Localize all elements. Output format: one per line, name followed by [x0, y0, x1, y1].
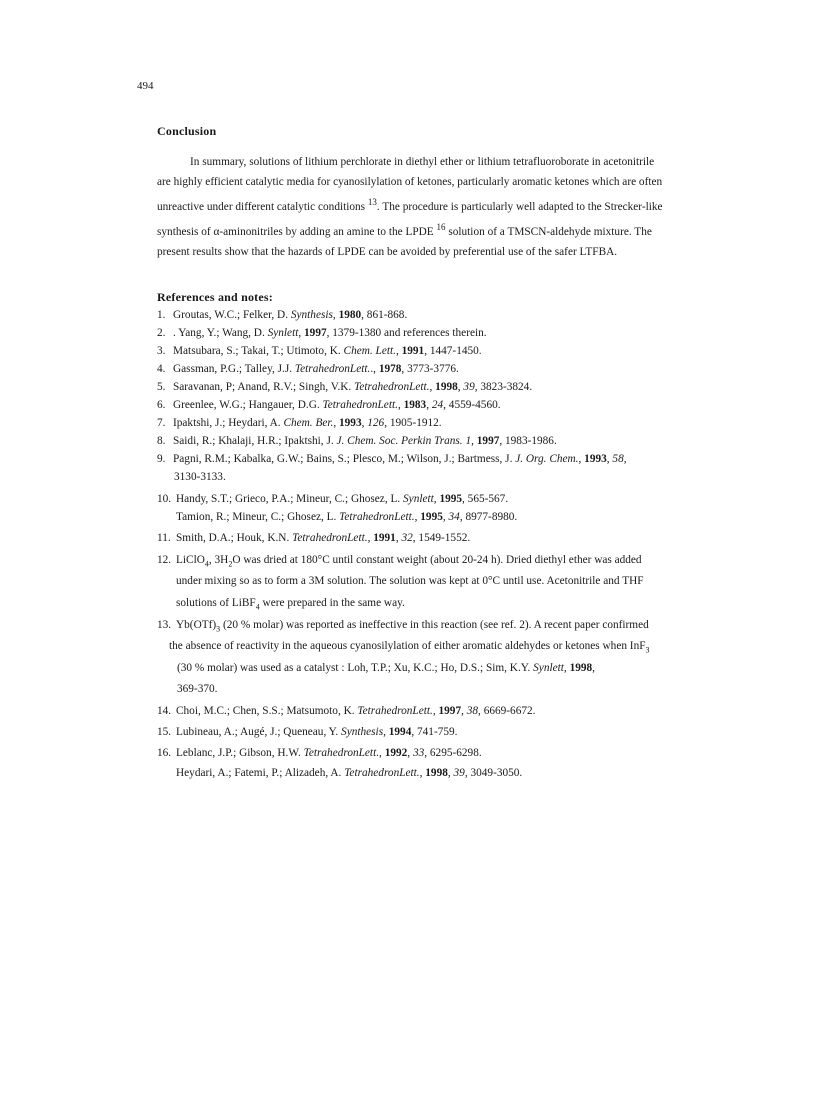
text-run: , 3H — [208, 554, 229, 566]
ref-year: 1998 — [425, 767, 448, 779]
ref-volume: 39 — [453, 767, 465, 779]
ref-volume: 34 — [448, 511, 460, 523]
ref-sep: , — [379, 747, 385, 759]
reference-item — [157, 396, 501, 414]
ref-pages: , 3049-3050. — [464, 767, 523, 779]
reference-continuation — [157, 659, 595, 677]
ref-pages: , 1447-1450. — [424, 345, 482, 357]
reference-number: 12. — [157, 554, 172, 566]
reference-item — [157, 616, 649, 638]
ref-journal: Synlett — [267, 327, 299, 339]
ref-journal: TetrahedronLett. — [354, 381, 430, 393]
ref-year: 1983 — [403, 399, 427, 411]
reference-item — [157, 723, 457, 741]
ref-year: 1998 — [435, 381, 458, 393]
ref-sep: , — [414, 511, 421, 523]
ref-journal: Synlett — [403, 493, 434, 505]
reference-number: 1. — [157, 309, 166, 321]
ref-journal: J. Chem. Soc. Perkin Trans. 1 — [336, 435, 472, 447]
reference-item — [157, 702, 535, 720]
conclusion-line: are highly efficient catalytic media for cyanosilylation of ketones, particularly aromatic ketones which are often — [157, 176, 663, 188]
reference-item — [157, 529, 470, 547]
reference-number: 14. — [157, 705, 172, 717]
subscript: 2 — [228, 559, 233, 569]
subscript: 4 — [204, 559, 209, 569]
conclusion-line — [157, 192, 677, 217]
ref-year: 1992 — [384, 747, 408, 759]
text-run: solutions of LiBF — [176, 597, 256, 609]
ref-authors: Lubineau, A.; Augé, J.; Queneau, Y. — [176, 726, 342, 738]
ref-journal: Chem. Lett. — [343, 345, 396, 357]
ref-authors: Groutas, W.C.; Felker, D. — [173, 309, 291, 321]
reference-number: 4. — [157, 363, 166, 375]
reference-item — [157, 450, 627, 468]
text-run: Yb(OTf) — [176, 619, 217, 631]
ref-authors: Saravanan, P; Anand, R.V.; Singh, V.K. — [173, 381, 355, 393]
ref-authors: Leblanc, J.P.; Gibson, H.W. — [176, 747, 304, 759]
ref-sep: , — [447, 767, 454, 779]
reference-number: 5. — [157, 381, 166, 393]
conclusion-line: In summary, solutions of lithium perchlorate in diethyl ether or lithium tetrafluoroborate in acetonitrile — [190, 156, 655, 168]
reference-item — [157, 551, 642, 573]
ref-journal: Synthesis — [341, 726, 384, 738]
reference-item — [157, 360, 459, 378]
ref-year: 1998 — [569, 662, 593, 674]
text-run: synthesis of α-aminonitriles by adding an amine to the LPDE — [157, 225, 434, 238]
ref-sep: , — [367, 532, 374, 544]
reference-item — [157, 508, 517, 526]
reference-number: 9. — [157, 453, 166, 465]
references-heading: References and notes: — [157, 290, 273, 304]
ref-year: 1994 — [388, 726, 412, 738]
page-number: 494 — [137, 80, 154, 92]
ref-authors: Gassman, P.G.; Talley, J.J. — [173, 363, 295, 375]
reference-number: 11. — [157, 532, 171, 544]
ref-year: 1997 — [304, 327, 327, 339]
reference-item — [157, 378, 532, 396]
ref-sep: , — [407, 747, 413, 759]
ref-pages: , 8977-8980. — [459, 511, 518, 523]
conclusion-paragraph — [157, 152, 677, 262]
subscript: 3 — [645, 645, 650, 655]
ref-pages: , 1983-1986. — [499, 435, 557, 447]
reference-item — [157, 414, 442, 432]
citation-13: 13 — [367, 197, 377, 207]
reference-item — [157, 324, 487, 342]
reference-item — [157, 342, 482, 360]
ref-volume: 32 — [401, 532, 413, 544]
ref-pages: , 6669-6672. — [478, 705, 536, 717]
ref-year: 1993 — [584, 453, 607, 465]
ref-authors: Choi, M.C.; Chen, S.S.; Matsumoto, K. — [176, 705, 358, 717]
ref-pages: , 3773-3776. — [401, 363, 459, 375]
text-run: LiClO — [176, 554, 205, 566]
reference-number: 3. — [157, 345, 166, 357]
ref-authors: Pagni, R.M.; Kabalka, G.W.; Bains, S.; Plesco, M.; Wilson, J.; Bartmess, J. — [173, 453, 516, 465]
ref-year: 1978 — [378, 363, 402, 375]
ref-journal: TetrahedronLett. — [292, 532, 368, 544]
ref-sep: , — [333, 417, 339, 429]
ref-authors: Handy, S.T.; Grieco, P.A.; Mineur, C.; Ghosez, L. — [176, 493, 404, 505]
ref-sep: , — [461, 705, 467, 717]
text-run: the absence of reactivity in the aqueous cyanosilylation of either aromatic aldehydes or ketones when InF — [169, 640, 646, 652]
reference-number: 15. — [157, 726, 172, 738]
ref-sep: , — [433, 493, 440, 505]
ref-pages: , 1905-1912. — [384, 417, 442, 429]
ref-authors: Heydari, A.; Fatemi, P.; Alizadeh, A. — [176, 767, 345, 779]
ref-sep: , — [623, 453, 627, 465]
ref-sep: , — [592, 662, 595, 674]
ref-volume: 24 — [431, 399, 444, 411]
text-run: (20 % molar) was reported as ineffective in this reaction (see ref. 2). A recent paper confirmed — [220, 619, 649, 631]
ref-pages: , 1379-1380 and references therein. — [326, 327, 487, 339]
ref-pages: , 861-868. — [361, 309, 408, 321]
reference-number: 13. — [157, 619, 172, 631]
ref-volume: 39 — [463, 381, 475, 393]
reference-item — [157, 432, 557, 450]
conclusion-heading: Conclusion — [157, 124, 217, 138]
ref-authors: . Yang, Y.; Wang, D. — [173, 327, 268, 339]
ref-year: 1997 — [438, 705, 462, 717]
ref-sep: , — [383, 726, 389, 738]
ref-authors: Matsubara, S.; Takai, T.; Utimoto, K. — [173, 345, 344, 357]
ref-year: 1995 — [420, 511, 443, 523]
ref-authors: Smith, D.A.; Houk, K.N. — [176, 532, 293, 544]
ref-journal: J. Org. Chem. — [515, 453, 579, 465]
conclusion-line: present results show that the hazards of LPDE can be avoided by preferential use of the safer LTFBA. — [157, 245, 618, 258]
reference-continuation — [157, 594, 405, 616]
reference-number: 6. — [157, 399, 166, 411]
ref-sep: ., — [370, 363, 379, 375]
ref-year: 1995 — [439, 493, 463, 505]
text-run: O was dried at 180°C until constant weight (about 20-24 h). Dried diethyl ether was added — [232, 554, 642, 566]
ref-sep: , — [332, 309, 339, 321]
reference-item — [157, 744, 482, 762]
subscript: 3 — [216, 624, 221, 634]
ref-sep: , — [563, 662, 570, 674]
ref-sep: , — [429, 381, 436, 393]
reference-continuation — [157, 637, 650, 659]
ref-journal: TetrahedronLett. — [344, 767, 420, 779]
ref-pages: , 3823-3824. — [474, 381, 533, 393]
ref-journal: TetrahedronLett. — [322, 399, 398, 411]
ref-year: 1991 — [373, 532, 396, 544]
reference-continuation: 369-370. — [177, 683, 218, 695]
ref-sep: , — [395, 532, 402, 544]
ref-authors: Greenlee, W.G.; Hangauer, D.G. — [173, 399, 323, 411]
ref-authors: Tamion, R.; Mineur, C.; Ghosez, L. — [176, 511, 340, 523]
ref-pages: , 4559-4560. — [443, 399, 501, 411]
reference-continuation: 3130-3133. — [174, 471, 226, 483]
ref-authors: Saidi, R.; Khalaji, H.R.; Ipaktshi, J. — [173, 435, 337, 447]
ref-journal: TetrahedronLett. — [303, 747, 380, 759]
reference-number: 16. — [157, 747, 172, 759]
ref-year: 1991 — [401, 345, 425, 357]
ref-journal: Chem. Ber. — [283, 417, 334, 429]
ref-sep: , — [395, 345, 402, 357]
text-run: unreactive under different catalytic conditions — [157, 200, 366, 213]
ref-sep: , — [426, 399, 432, 411]
ref-sep: , — [298, 327, 305, 339]
reference-number: 10. — [157, 493, 172, 505]
ref-journal: TetrahedronLett. — [339, 511, 415, 523]
ref-sep: , — [457, 381, 464, 393]
ref-volume: 58 — [612, 453, 624, 465]
ref-sep: , — [397, 399, 404, 411]
ref-journal: Synthesis — [290, 309, 333, 321]
ref-volume: 38 — [466, 705, 479, 717]
ref-pages: , 565-567. — [462, 493, 509, 505]
ref-year: 1980 — [338, 309, 362, 321]
reference-item — [157, 490, 508, 508]
ref-pages: , 1549-1552. — [412, 532, 471, 544]
reference-number: 8. — [157, 435, 166, 447]
reference-continuation: under mixing so as to form a 3M solution. The solution was kept at 0°C until use. Acetonitrile and THF — [176, 575, 644, 587]
ref-journal: TetrahedronLett. — [294, 363, 371, 375]
ref-year: 1993 — [339, 417, 362, 429]
subscript: 4 — [255, 602, 260, 612]
ref-pages: , 6295-6298. — [424, 747, 482, 759]
text-run: (30 % molar) was used as a catalyst : Loh, T.P.; Xu, K.C.; Ho, D.S.; Sim, K.Y. — [177, 662, 534, 674]
ref-authors: Ipaktshi, J.; Heydari, A. — [173, 417, 284, 429]
ref-sep: , — [419, 767, 426, 779]
text-run: solution of a TMSCN-aldehyde mixture. The — [445, 225, 652, 238]
ref-sep: , — [578, 453, 585, 465]
ref-pages: , 741-759. — [411, 726, 458, 738]
ref-journal: Synlett — [533, 662, 564, 674]
ref-sep: , — [442, 511, 449, 523]
ref-volume: 33 — [412, 747, 425, 759]
ref-sep: , — [471, 435, 477, 447]
reference-item — [157, 764, 522, 782]
text-run: . The procedure is particularly well adapted to the Strecker-like — [376, 200, 663, 213]
ref-sep: , — [432, 705, 439, 717]
citation-16: 16 — [436, 221, 446, 232]
ref-year: 1997 — [476, 435, 500, 447]
reference-number: 7. — [157, 417, 166, 429]
ref-sep: , — [361, 417, 368, 429]
reference-item — [157, 306, 407, 324]
conclusion-line — [157, 217, 677, 242]
ref-volume: 126 — [367, 417, 385, 429]
reference-number: 2. — [157, 327, 166, 339]
text-run: were prepared in the same way. — [259, 597, 405, 609]
ref-journal: TetrahedronLett. — [357, 705, 433, 717]
ref-sep: , — [606, 453, 613, 465]
